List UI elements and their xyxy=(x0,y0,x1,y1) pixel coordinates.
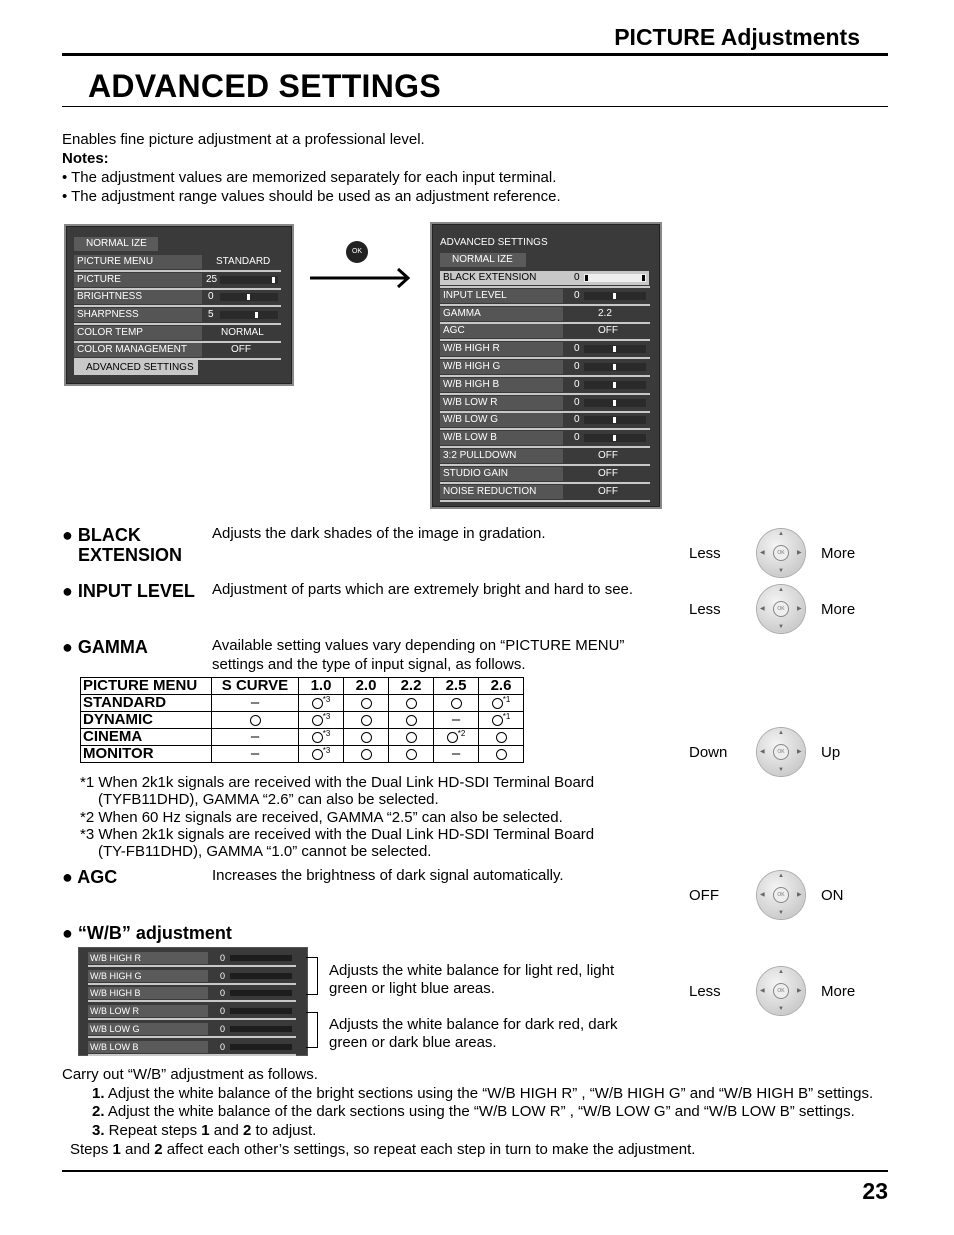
section-title: PICTURE Adjustments xyxy=(614,24,860,50)
table-cell xyxy=(479,746,524,763)
advanced-menu-row: 3:2 PULLDOWN OFF xyxy=(440,449,650,463)
footnote-2: *2 When 60 Hz signals are received, GAMMA “2.5” can also be selected. xyxy=(80,809,563,826)
table-row: STANDARD – $^{*3}$ $^{*1}$ xyxy=(81,695,524,712)
table-cell: – xyxy=(212,746,299,763)
footnote-1-cont: (TYFB11DHD), GAMMA “2.6” can also be selected. xyxy=(98,791,439,808)
table-cell xyxy=(389,746,434,763)
table-cell: *3 xyxy=(299,695,344,712)
footnote-1: *1 When 2k1k signals are received with the Dual Link HD-SDI Terminal Board xyxy=(80,774,595,791)
footnote-3: *3 When 2k1k signals are received with the Dual Link HD-SDI Terminal Board xyxy=(80,826,595,843)
dial-left-label: OFF xyxy=(689,887,719,904)
dial-left-label: Down xyxy=(689,744,728,761)
black-extension-desc: Adjusts the dark shades of the image in gradation. xyxy=(212,525,546,542)
note-2: • The adjustment range values should be used as an adjustment reference. xyxy=(62,188,561,205)
steps-final: Steps 1 and 2 affect each other’s settings, so repeat each step in turn to make the adjustment. xyxy=(70,1141,696,1158)
advanced-menu-row: W/B HIGH R 0 xyxy=(440,342,650,356)
jog-dial-icon: ▲ ▼ ◀ ▶ OK xyxy=(757,585,805,633)
gamma-table xyxy=(80,677,524,763)
intro-text: Enables fine picture adjustment at a professional level. xyxy=(62,131,425,148)
table-cell: – xyxy=(212,695,299,712)
step-2: 2. Adjust the white balance of the dark sections using the “W/B LOW R” , “W/B LOW G” and “W/B LOW B” settings. xyxy=(92,1103,855,1120)
table-cell xyxy=(344,712,389,729)
table-cell xyxy=(434,695,479,712)
dial-left-label: Less xyxy=(689,545,721,562)
step-3: 3. Repeat steps 1 and 2 to adjust. xyxy=(92,1122,317,1139)
table-cell: – xyxy=(434,712,479,729)
table-cell: *2 xyxy=(434,729,479,746)
wb-heading: ● “W/B” adjustment xyxy=(62,923,232,943)
arrow-right-icon xyxy=(308,266,412,290)
advanced-menu-row: W/B HIGH G 0 xyxy=(440,360,650,374)
title-rule xyxy=(62,106,888,107)
menu-selected-advanced-settings: ADVANCED SETTINGS xyxy=(74,360,198,375)
agc-desc: Increases the brightness of dark signal automatically. xyxy=(212,867,564,884)
advanced-menu-row: INPUT LEVEL 0 xyxy=(440,289,650,303)
table-cell xyxy=(389,712,434,729)
wb-menu-row: W/B LOW B 0 xyxy=(88,1041,296,1054)
black-extension-heading-2: EXTENSION xyxy=(78,545,183,565)
table-header: 2.5 xyxy=(434,678,479,695)
agc-heading: ● AGC xyxy=(62,867,118,887)
menu-row: BRIGHTNESS 0 xyxy=(74,290,281,304)
jog-dial-icon: ▲ ▼ ◀ ▶ OK xyxy=(757,967,805,1015)
dial-left-label: Less xyxy=(689,601,721,618)
jog-dial-icon: ▲ ▼ ◀ ▶ OK xyxy=(757,871,805,919)
page-number: 23 xyxy=(862,1178,888,1204)
page-title: ADVANCED SETTINGS xyxy=(88,68,441,104)
gamma-desc-2: settings and the type of input signal, as follows. xyxy=(212,656,526,673)
gamma-heading: ● GAMMA xyxy=(62,637,148,657)
step-1: 1. Adjust the white balance of the bright sections using the “W/B HIGH R” , “W/B HIGH G” and “W/B HIGH B” settings. xyxy=(92,1085,874,1102)
wb-high-desc-1: Adjusts the white balance for light red, light xyxy=(329,962,615,979)
input-level-desc: Adjustment of parts which are extremely bright and hard to see. xyxy=(212,581,634,598)
table-cell: *3 xyxy=(299,729,344,746)
wb-low-desc-1: Adjusts the white balance for dark red, dark xyxy=(329,1016,618,1033)
jog-dial-icon: ▲ ▼ ◀ ▶ OK xyxy=(757,529,805,577)
table-header: 2.2 xyxy=(389,678,434,695)
advanced-settings-screen xyxy=(430,222,662,509)
advanced-menu-row: W/B LOW R 0 xyxy=(440,396,650,410)
advanced-menu-row: NOISE REDUCTION OFF xyxy=(440,485,650,499)
bracket-low xyxy=(306,1012,318,1048)
table-cell xyxy=(389,695,434,712)
table-header: PICTURE MENU xyxy=(81,678,212,695)
dial-right-label: Up xyxy=(821,744,841,761)
wb-menu-row: W/B HIGH R 0 xyxy=(88,952,296,965)
table-cell xyxy=(479,729,524,746)
table-cell xyxy=(344,746,389,763)
dial-left-label: Less xyxy=(689,983,721,1000)
footer-rule xyxy=(62,1170,888,1172)
advanced-menu-row: W/B LOW G 0 xyxy=(440,413,650,427)
dial-right-label: More xyxy=(821,545,856,562)
steps-intro: Carry out “W/B” adjustment as follows. xyxy=(62,1066,318,1083)
advanced-menu-row: STUDIO GAIN OFF xyxy=(440,467,650,481)
note-1: • The adjustment values are memorized separately for each input terminal. xyxy=(62,169,557,186)
table-cell xyxy=(344,729,389,746)
wb-menu-row: W/B LOW G 0 xyxy=(88,1023,296,1036)
table-cell xyxy=(344,695,389,712)
table-cell xyxy=(389,729,434,746)
input-level-heading: ● INPUT LEVEL xyxy=(62,581,195,601)
table-cell: *3 xyxy=(299,746,344,763)
advanced-title: ADVANCED SETTINGS xyxy=(440,237,548,248)
menu-row: SHARPNESS 5 xyxy=(74,308,281,322)
table-cell: – xyxy=(212,729,299,746)
table-header: S CURVE xyxy=(212,678,299,695)
advanced-menu-row: W/B HIGH B 0 xyxy=(440,378,650,392)
ok-button-icon: OK xyxy=(346,241,368,263)
menu-row: PICTURE MENU STANDARD xyxy=(74,255,281,269)
wb-menu-row: W/B HIGH B 0 xyxy=(88,987,296,1000)
picture-menu-screen xyxy=(64,224,294,386)
menu-tab: NORMAL IZE xyxy=(74,237,158,251)
bracket-high xyxy=(306,957,318,995)
advanced-menu-row: BLACK EXTENSION 0 xyxy=(440,271,650,285)
table-row: MONITOR – $^{*3}$ – xyxy=(81,746,524,763)
advanced-tab: NORMAL IZE xyxy=(440,253,526,267)
wb-high-desc-2: green or light blue areas. xyxy=(329,980,495,997)
table-cell: *1 xyxy=(479,712,524,729)
table-cell: – xyxy=(434,746,479,763)
header-rule xyxy=(62,53,888,56)
advanced-menu-row: GAMMA 2.2 xyxy=(440,307,650,321)
menu-row: COLOR MANAGEMENT OFF xyxy=(74,343,281,357)
table-header: 1.0 xyxy=(299,678,344,695)
table-header: 2.6 xyxy=(479,678,524,695)
wb-menu-row: W/B HIGH G 0 xyxy=(88,970,296,983)
footnote-3-cont: (TY-FB11DHD), GAMMA “1.0” cannot be selected. xyxy=(98,843,432,860)
table-cell: *3 xyxy=(299,712,344,729)
wb-menu-row: W/B LOW R 0 xyxy=(88,1005,296,1018)
menu-row: PICTURE 25 xyxy=(74,273,281,287)
table-cell: *1 xyxy=(479,695,524,712)
table-header: 2.0 xyxy=(344,678,389,695)
gamma-desc-1: Available setting values vary depending on “PICTURE MENU” xyxy=(212,637,625,654)
dial-right-label: ON xyxy=(821,887,844,904)
jog-dial-icon: ▲ ▼ ◀ ▶ OK xyxy=(757,728,805,776)
table-cell xyxy=(212,712,299,729)
advanced-menu-row: W/B LOW B 0 xyxy=(440,431,650,445)
notes-label: Notes: xyxy=(62,150,109,167)
menu-row: COLOR TEMP NORMAL xyxy=(74,326,281,340)
table-row: DYNAMIC $^{*3}$ – $^{*1}$ xyxy=(81,712,524,729)
table-row: CINEMA – $^{*3}$ $^{*2}$ xyxy=(81,729,524,746)
dial-right-label: More xyxy=(821,983,856,1000)
advanced-menu-row: AGC OFF xyxy=(440,324,650,338)
wb-low-desc-2: green or dark blue areas. xyxy=(329,1034,497,1051)
black-extension-heading: ● BLACK xyxy=(62,525,141,545)
dial-right-label: More xyxy=(821,601,856,618)
wb-menu-screen xyxy=(78,947,308,1056)
